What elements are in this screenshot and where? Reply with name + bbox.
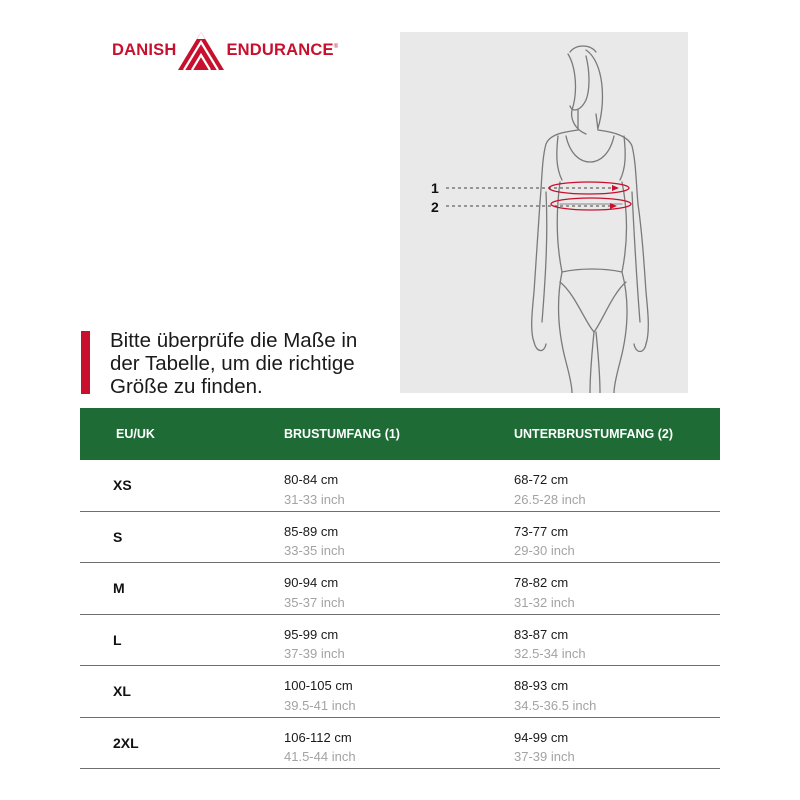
- bust-cell: [284, 573, 345, 612]
- bust-cm: 106-112 cm: [284, 729, 352, 745]
- underbust-cm: 88-93 cm: [514, 678, 569, 693]
- measurement-illustration: [400, 32, 688, 393]
- underbust-cell: [514, 522, 575, 561]
- bust-cm: 90-94 cm: [284, 575, 339, 590]
- table-row: [80, 512, 720, 564]
- mountain-logo-icon: [178, 30, 224, 70]
- underbust-cell: [514, 728, 575, 767]
- registered-mark: ®: [333, 44, 339, 50]
- brand-word-right: ENDURANCE: [226, 40, 334, 59]
- bust-cell: [284, 470, 345, 509]
- underbust-inch: 34.5-36.5 inch: [514, 697, 597, 713]
- bust-measure-marker: [446, 182, 629, 194]
- bust-inch: 41.5-44 inch: [284, 749, 356, 764]
- table-row: [80, 460, 720, 512]
- brand-logo: [112, 30, 338, 70]
- header-size: EU/UK: [116, 427, 155, 441]
- marker-label-1: 1: [431, 180, 439, 196]
- size-label: M: [113, 580, 125, 596]
- size-table: [80, 408, 720, 769]
- intro-text: Bitte überprüfe die Maße in der Tabelle, um die richtige Größe zu finden.: [110, 329, 358, 398]
- size-label: XS: [113, 477, 132, 493]
- bust-cell: [284, 625, 345, 664]
- underbust-cm: 73-77 cm: [514, 523, 569, 539]
- bust-inch: 39.5-41 inch: [284, 697, 356, 713]
- table-header: [80, 408, 720, 460]
- bust-cm: 95-99 cm: [284, 626, 339, 642]
- bust-inch: 37-39 inch: [284, 646, 345, 661]
- size-label: 2XL: [113, 734, 139, 751]
- accent-bar: [81, 331, 90, 394]
- size-label: S: [113, 528, 123, 545]
- table-row: [80, 615, 720, 667]
- bust-cell: [284, 676, 356, 715]
- underbust-cell: [514, 625, 586, 664]
- table-row: [80, 718, 720, 770]
- bust-cm: 80-84 cm: [284, 472, 339, 487]
- marker-label-2: 2: [431, 199, 439, 215]
- bust-cm: 100-105 cm: [284, 678, 353, 693]
- bust-inch: 35-37 inch: [284, 594, 345, 610]
- table-row: [80, 666, 720, 718]
- header-bust: BRUSTUMFANG (1): [284, 427, 400, 441]
- underbust-inch: 32.5-34 inch: [514, 646, 586, 661]
- underbust-cell: [514, 470, 586, 509]
- woman-figure-icon: [400, 32, 688, 393]
- header-underbust: UNTERBRUSTUMFANG (2): [514, 427, 674, 441]
- underbust-cell: [514, 573, 575, 612]
- underbust-inch: 29-30 inch: [514, 543, 575, 558]
- size-label: XL: [113, 683, 131, 699]
- bust-inch: 31-33 inch: [284, 491, 345, 507]
- bust-cell: [284, 522, 345, 561]
- underbust-inch: 26.5-28 inch: [514, 491, 586, 507]
- underbust-inch: 37-39 inch: [514, 749, 575, 764]
- brand-word-left: DANISH: [112, 40, 177, 59]
- underbust-cm: 78-82 cm: [514, 575, 569, 590]
- bust-inch: 33-35 inch: [284, 543, 345, 558]
- underbust-cm: 68-72 cm: [514, 472, 569, 487]
- bust-cm: 85-89 cm: [284, 523, 339, 539]
- underbust-cm: 83-87 cm: [514, 626, 569, 642]
- table-row: [80, 563, 720, 615]
- underbust-cm: 94-99 cm: [514, 729, 569, 745]
- underbust-cell: [514, 676, 596, 715]
- bust-cell: [284, 728, 356, 767]
- size-label: L: [113, 631, 122, 648]
- underbust-inch: 31-32 inch: [514, 594, 575, 610]
